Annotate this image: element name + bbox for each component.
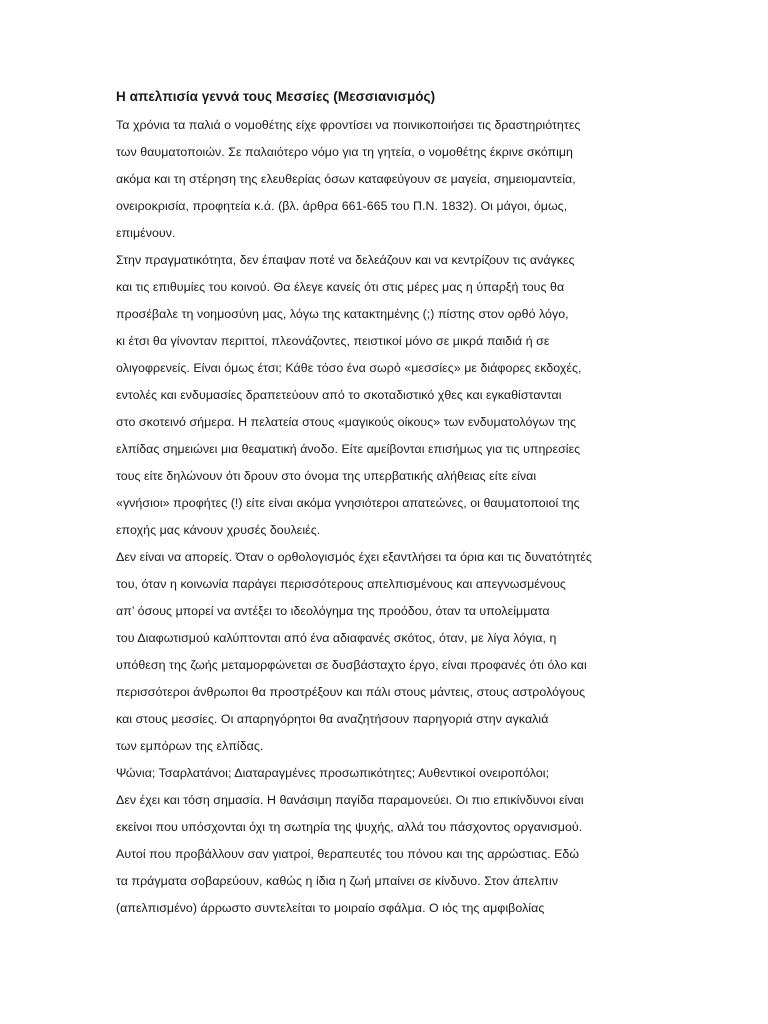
text-line: επιμένουν. <box>116 226 176 240</box>
text-line: ονειροκρισία, προφητεία κ.ά. (βλ. άρθρα 661-665 του Π.Ν. 1832). Οι μάγοι, όμως, <box>116 199 568 213</box>
text-line: του, όταν η κοινωνία παράγει περισσότερους απελπισμένους και απεγνωσμένους <box>116 577 566 591</box>
text-line: τους είτε δηλώνουν ότι δρουν στο όνομα της υπερβατικής αλήθειας είτε είναι <box>116 469 537 483</box>
text-line: (απελπισμένο) άρρωστο συντελείται το μοιραίο σφάλμα. Ο ιός της αμφιβολίας <box>116 901 545 915</box>
text-line: Αυτοί που προβάλλουν σαν γιατροί, θεραπευτές του πόνου και της αρρώστιας. Εδώ <box>116 847 580 861</box>
text-line: περισσότεροι άνθρωποι θα προστρέξουν και πάλι στους μάντεις, στους αστρολόγους <box>116 685 586 699</box>
text-line: Τα χρόνια τα παλιά ο νομοθέτης είχε φροντίσει να ποινικοποιήσει τις δραστηριότητες <box>116 118 581 132</box>
text-line: των θαυματοποιών. Σε παλαιότερο νόμο για τη γητεία, ο νομοθέτης έκρινε σκόπιμη <box>116 145 574 159</box>
text-line: Δεν είναι να απορείς. Όταν ο ορθολογισμός έχει εξαντλήσει τα όρια και τις δυνατότητές <box>116 550 592 564</box>
document-text <box>116 112 636 922</box>
document-title: Η απελπισία γεννά τους Μεσσίες (Μεσσιανισμός) <box>116 89 436 104</box>
text-line: του Διαφωτισμού καλύπτονται από ένα αδιαφανές σκότος, όταν, με λίγα λόγια, η <box>116 631 557 645</box>
text-line: ακόμα και τη στέρηση της ελευθερίας όσων καταφεύγουν σε μαγεία, σημειομαντεία, <box>116 172 576 186</box>
text-line: και τις επιθυμίες του κοινού. Θα έλεγε κανείς ότι στις μέρες μας η ύπαρξή τους θα <box>116 280 565 294</box>
text-line: Ψώνια; Τσαρλατάνοι; Διαταραγμένες προσωπικότητες; Αυθεντικοί ονειροπόλοι; <box>116 766 550 780</box>
text-line: απ’ όσους μπορεί να αντέξει το ιδεολόγημα της προόδου, όταν τα υπολείμματα <box>116 604 550 618</box>
text-line: των εμπόρων της ελπίδας. <box>116 739 264 753</box>
document-body <box>116 86 636 922</box>
text-line: εντολές και ενδυμασίες δραπετεύουν από το σκοταδιστικό χθες και εγκαθίστανται <box>116 388 562 402</box>
text-line: Στην πραγματικότητα, δεν έπαψαν ποτέ να δελεάζουν και να κεντρίζουν τις ανάγκες <box>116 253 575 267</box>
text-line: κι έτσι θα γίνονταν περιττοί, πλεονάζοντες, πειστικοί μόνο σε μικρά παιδιά ή σε <box>116 334 550 348</box>
text-line: «γνήσιοι» προφήτες (!) είτε είναι ακόμα γνησιότεροι απατεώνες, οι θαυματοποιοί της <box>116 496 580 510</box>
text-line: τα πράγματα σοβαρεύουν, καθώς η ίδια η ζωή μπαίνει σε κίνδυνο. Στον άπελπιν <box>116 874 559 888</box>
text-line: υπόθεση της ζωής μεταμορφώνεται σε δυσβάσταχτο έργο, είναι προφανές ότι όλο και <box>116 658 587 672</box>
text-line: προσέβαλε τη νοημοσύνη μας, λόγω της κατακτημένης (;) πίστης στον ορθό λόγο, <box>116 307 569 321</box>
text-line: εποχής μας κάνουν χρυσές δουλειές. <box>116 523 321 537</box>
text-line: εκείνοι που υπόσχονται όχι τη σωτηρία της ψυχής, αλλά του πάσχοντος οργανισμού. <box>116 820 583 834</box>
text-line: στο σκοτεινό σήμερα. Η πελατεία στους «μαγικούς οίκους» των ενδυματολόγων της <box>116 415 577 429</box>
text-line: Δεν έχει και τόση σημασία. Η θανάσιμη παγίδα παραμονεύει. Οι πιο επικίνδυνοι είναι <box>116 793 584 807</box>
text-line: ολιγοφρενείς. Είναι όμως έτσι; Κάθε τόσο ένα σωρό «μεσσίες» με διάφορες εκδοχές, <box>116 361 582 375</box>
text-line: και στους μεσσίες. Οι απαρηγόρητοι θα αναζητήσουν παρηγοριά στην αγκαλιά <box>116 712 549 726</box>
text-line: ελπίδας σημειώνει μια θεαματική άνοδο. Είτε αμείβονται επισήμως για τις υπηρεσίες <box>116 442 581 456</box>
